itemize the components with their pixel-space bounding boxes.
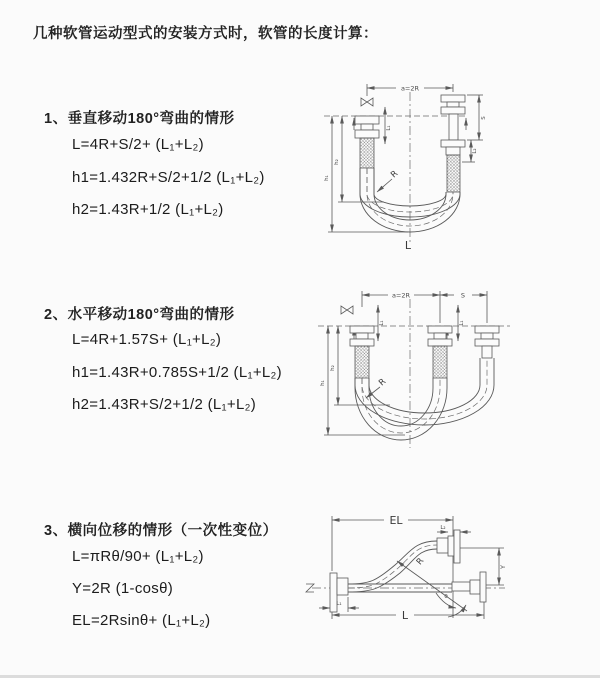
upper-right-flange [437,530,460,563]
section-2-formula-h2: h2=1.43R+S/2+1/2 (L₁+L₂) [72,396,257,413]
dim-label-h1: h₁ [320,380,326,386]
dim-label-h1: h₁ [324,175,330,181]
hose-u-bends [355,358,494,440]
dim-label-l1: L₁ [336,601,342,607]
length-label: L [404,239,412,252]
radius-label: R [377,376,389,389]
section-3-formula-L: L=πRθ/90+ (L₁+L₂) [72,548,204,565]
dim-l1 [319,597,359,612]
dim-l1-left [378,305,385,341]
diagram-horizontal-180-bend [310,283,600,468]
diagram-lateral-displacement [300,505,600,660]
diagram-vertical-180-bend [310,72,600,262]
right-fitting [475,326,499,358]
section-3-formula-EL: EL=2Rsinθ+ (L₁+L₂) [72,612,211,629]
page-title: 几种软管运动型式的安装方式时，软管的长度计算： [33,26,378,42]
dim-label-a2r: a=2R [391,291,411,300]
section-3-formula-Y: Y=2R (1-cosθ) [72,580,174,597]
left-fitting [355,116,379,168]
right-fitting-lower-position [441,140,465,192]
section-1-heading: 1、垂直移动180°弯曲的情形 [44,111,235,127]
angle-theta [436,593,466,617]
dim-label-l1: L₁ [386,125,392,131]
section-1-formula-h1: h1=1.432R+S/2+1/2 (L₁+L₂) [72,169,265,186]
dim-el [332,514,453,618]
section-2-heading: 2、水平移动180°弯曲的情形 [44,307,235,323]
section-2-formula-L: L=4R+1.57S+ (L₁+L₂) [72,331,222,348]
dim-l [332,602,484,622]
valve-icon [341,306,353,314]
valve-icon [361,98,373,106]
middle-fitting [428,326,452,378]
dim-label-l1-middle: L₁ [459,320,465,326]
dim-l1 [385,107,392,144]
dim-label-h2: h₂ [334,159,340,165]
dim-label-l2: L₂ [472,148,478,154]
angle-label: θ [444,594,448,600]
section-2-formula-h1: h1=1.43R+0.785S+1/2 (L₁+L₂) [72,364,282,381]
dim-h2 [334,116,384,202]
dim-s [467,95,487,140]
dim-label-l2: L₂ [440,525,446,531]
dim-label-l1-left: L₁ [379,320,385,326]
section-1-formula-L: L=4R+S/2+ (L₁+L₂) [72,136,204,153]
radius-label: R [414,556,427,568]
dim-label-s: S [460,291,466,300]
dim-label-y: Y [499,565,507,569]
radius-leader [377,169,400,192]
radius-label: R [389,168,401,181]
lower-right-flange [452,572,486,602]
dim-a-2r-and-s [362,291,487,326]
section-1-formula-h2: h2=1.43R+1/2 (L₁+L₂) [72,201,224,218]
dim-label-h2: h₂ [330,365,336,371]
dim-label-a2r: a=2R [400,84,420,93]
section-3-heading: 3、横向位移的情形（一次性变位） [44,523,278,539]
dim-label-l: L [401,609,409,622]
dim-label-s: S [481,116,487,120]
dim-label-el: EL [389,514,403,527]
dim-l1-middle [458,305,465,341]
right-fitting-upper-position [441,95,465,140]
